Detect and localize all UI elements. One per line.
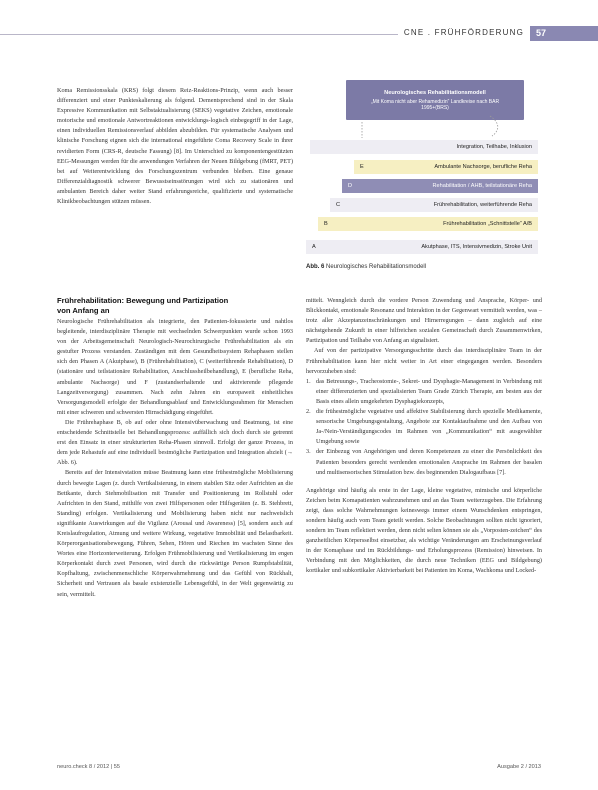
numbered-list (306, 377, 542, 478)
intro-column (57, 86, 293, 207)
rehab-model-figure (302, 80, 540, 262)
left-body-paragraph-3: Bereits auf der Intensivstation müsse Beatmung kann eine frühestmögliche Mobilisierung durch bewegte Lagen (z. durch Vertikalisierung, in einem stabilen Sitz oder Aufrichten an die Bettkante, durch Stehmobilisation mit Transfer und Positionierung im Rollstuhl oder Aufrichten in den Stand, mithilfe von zwei Hilfspersonen oder Hilfsgeräten (z. B. Stehbrett, Standing) erfolgen. Vertikalisierung und Mobilisierung haben nicht nur nachweislich signifikante Auswirkungen auf die Vigilanz (Arousal und Awareness) [5], sondern auch auf Kreislaufregulation, Atmung und weitere Wirkung, vegetative Immobilität und Belastbarkeit. Körperorganisationsbewegung, Führen, Sehen, Hören und Riechen im wachsten Sinne des Wortes eine Horizonterweiterung. Erfolgen Frühmobilisierung und Vertikalisierung im engen Körperkontakt durch zwei Personen, wird durch die rückwärtige Person Rumpfstabilität, Kopfhaltung, zwischenmenschliche Körperwahrnehmung und das Gefühl von Rückhalt, Sicherheit und Vertrauen als basale existenzielle Lebensgefühl, in der Welt gegenwärtig zu sein, vermittelt. (57, 469, 293, 598)
figure-caption-text: Neurologisches Rehabilitationsmodell (326, 264, 427, 270)
list-number: 2. (306, 408, 311, 416)
list-text: die frühestmögliche vegetative und affektive Stabilisierung durch spezielle Medikamente, sensorische Umgebungsgestaltung, Angebote zur Kontaktaufnahme und den Aufbau von Ja-/Nein-Verständigungscodes im Rahmen von „Kommunikation“ mit ausgewählter Umgebung sowie (316, 408, 542, 446)
list-text: der Einbezug von Angehörigen und deren Kompetenzen zu einer die Persönlichkeit des Patienten besonders gerecht werdenden emotionalen Ansprache im Rahmen der basalen und multisensorischen Stimulation bzw. des beginnenden Dialogaufbaus [7]. (316, 448, 542, 476)
figure-bar-c (330, 198, 538, 212)
list-text: das Betreuungs-, Tracheostomie-, Sekret- und Dysphagie-Management in Verbindung mit einer differenzierten und spezialisierten Team Grade Zürich Therapie, am besten aus der Basis eines allein umgekehrten Dysphagiekonzepts, (316, 377, 542, 405)
left-column (57, 296, 293, 600)
right-column (306, 296, 542, 577)
list-number: 3. (306, 448, 311, 456)
list-item (306, 377, 542, 407)
left-body-paragraph-1: Neurologische Frührehabilitation als integrierte, den Patienten-fokussierte und nahtlos begleitende, interdisziplinäre Therapie mit wechselnden Schwerpunkten wurde schon 1993 von der Arbeitsgemeinschaft Neurologisch-Neurochirurgische Frührehabilitation als ein gestufter Prozess verstanden. Zuständigen mit dem Gesundheitssystem Rehaphasen stellen sich den Phasen A (Akutphase), B (Frührehabilitation), C (weiterführende Rehabilitation), D (stationäre und teilstationäre Rehabilitation, Anschlussheilbehandlung), E (berufliche Reha, ambulante Nachsorge) und F (zustandserhaltende und aktivierende pflegende Langzeitversorgung) zusammen. Nach zehn Jahren ein europaweit einheitliches Versorgungsmodell erfolgte der Behandlungsablauf und Entwicklungsrahmen für Menschen mit einer schweren und schwersten Hirnschädigung eingeführt. (57, 318, 293, 416)
figure-bar-d (342, 179, 538, 193)
right-body-paragraph-2: Auf von der partizipative Versorgungsschritte durch das interdisziplinäre Team in der Frührehabilitation kann hier nicht weiter in Art einer eingegangen werden. Besonders hervorzuheben sind: (306, 347, 542, 375)
figure-top-box-subtitle: „Mit Koma nicht aber Rehamedizin“ Landkreise nach BAR 1995+(BRS) (370, 98, 500, 111)
figure-top-box-title: Neurologisches Rehabilitationsmodell (384, 89, 486, 96)
left-body-paragraph-2: Die Frührehaphase B, ob auf oder ohne Intensivüberwachung und Beatmung, ist eine entscheidende Schnittstelle bei Behandlungsprozess: auffällich sich doch durch sie getrennt erst den Einsatz in einer strukturierten Reha-Phasen sinnvoll. Erfolgt der ganze Prozess, in dem jede Rehastufe auf eine individuell bestmögliche Partizipation und Integration abzielt (→ Abb. 6). (57, 418, 293, 467)
footer-right: Ausgabe 2 / 2013 (497, 764, 541, 770)
list-number: 1. (306, 377, 311, 385)
figure-bar-a-label: Akutphase, ITS, Intensivmedizin, Stroke Unit (421, 244, 532, 250)
figure-bar-b-letter: B (324, 221, 328, 227)
figure-bar-a (306, 240, 538, 254)
figure-bar-c-letter: C (336, 202, 341, 208)
right-body-paragraph-1: mittelt. Wenngleich durch die vordere Person Zuwendung und Ansprache, Körper- und Blickkontakt, emotionale Resonanz und Interaktion in der Gegenwart vermittelt werden, was – trotz aller Akzeptanzeinschränkungen und Hirnerregungen – dann zugleich auf eine nächstgehende Zukunft in einer hilfreichen sozialen Gemeinschaft durch Zusammenwirken, Partizipation und Teilhabe von Anfang an signalisiert. (306, 297, 542, 345)
figure-bar-b (318, 217, 538, 231)
intro-paragraph: Koma Remissionsskala (KRS) folgt diesem Reiz-Reaktions-Prinzip, wenn auch besser differenziert und einer Punkteskalierung als folgend. Dementsprechend sind in der Skala Expressive Kommunikation mit Selbstaktualisierung (SEKS) vegetative Zeichen, emotionale motorische und emotionale Antwortreaktionen entwicklungs-logisch einbegegriff in der Lage, einen individuellen Remissionsverlauf abbilden abzubilden. Für systematische Analysen und klinische Forschung eignen sich die international eingeführte Coma Recovery Scale in ihrer revidierten Form (CRS-R, deutsche Fassung) [8]. Im Unterschied zu komponentengestützten EEG-Messungen werden für die anwendungen Verfahren der Neuen Bildgebung (fMRT, PET) bei auf Weiterentwicklung des Forschungszentrum verbunden bleiben. Eine genaue Differenzialdiagnostik schwerer Bewusstseinsstörungen wird sich zu stationären und ambulanten Bereich daher weiter Stand erfahrungsreiche, qualifizierte und systematische Klinikbeobachtungen stützen müssen. (57, 87, 293, 206)
figure-bar-integration (310, 140, 538, 154)
figure-bar-a-letter: A (312, 244, 316, 250)
list-item (306, 407, 542, 447)
figure-bar-integration-label: Integration, Teilhabe, Inklusion (456, 144, 532, 150)
figure-caption (306, 264, 426, 270)
footer-left: neuro.check 8 / 2012 | 55 (57, 764, 121, 770)
section-heading-line2: von Anfang an (57, 306, 110, 315)
figure-bar-e (354, 160, 538, 174)
figure-bar-b-label: Frührehabilitation „Schnittstelle“ A/B (443, 221, 532, 227)
figure-bar-c-label: Frührehabilitation, weiterführende Reha (433, 202, 532, 208)
right-body-paragraph-3: Angehörige sind häufig als erste in der Lage, kleine vegetative, mimische und körperliche Zeichen beim Komapatienten wahrzunehmen und an das Team weiterzugeben. Die Erfahrung zeigt, dass solche Wahrnehmungen keineswegs immer einem Wunschdenken entspringen, sondern häufig auch vom Team geteilt werden. Solche Beobachtungen sollten nicht ignoriert, sondern im Team reflektiert werden, denn nicht selten können sie als „Vorposten-zeichen“ des ganzheitlichen Körpersselbst einsetzbar, als wichtige Veränderungen am Erscheinungsverlauf in der Komaphase und im Rückbildungs- und Erholungsprozess (Remission) hinweisen. In Verbindung mit den Möglichkeiten, die durch neue Techniken (EEG und Bildgebung) kortikaler und subkortikaler Aktivierbarkeit bei Patienten im Koma, Wachkoma und Locked- (306, 486, 542, 575)
figure-caption-label: Abb. 6 (306, 264, 325, 270)
figure-bar-e-label: Ambulante Nachsorge, berufliche Reha (434, 164, 532, 170)
list-item (306, 447, 542, 477)
page-number: 57 (530, 26, 598, 41)
figure-bar-d-label: Rehabilitation / AHB, teilstationäre Reha (432, 183, 532, 189)
running-header: CNE . FRÜHFÖRDERUNG (398, 28, 530, 37)
figure-bar-e-letter: E (360, 164, 364, 170)
figure-bar-d-letter: D (348, 183, 353, 189)
section-heading-line1: Frührehabilitation: Bewegung und Partizipation (57, 296, 229, 305)
